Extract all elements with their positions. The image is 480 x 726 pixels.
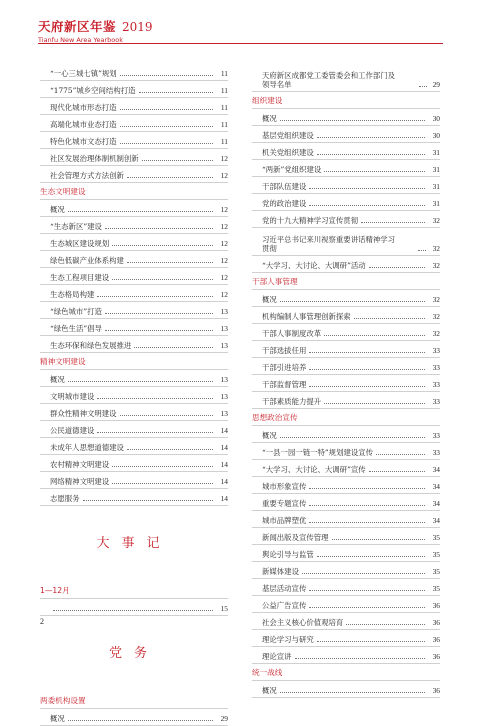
- toc-entry-title: 社会主义核心价值观培育: [262, 618, 344, 627]
- toc-entry-title: 城市品牌塑优: [262, 516, 307, 525]
- toc-entry-title: 新闻出版及宣传管理: [262, 533, 329, 542]
- toc-entry-page: 12: [220, 290, 228, 299]
- toc-entry-page: 32: [432, 312, 440, 321]
- toc-entry-title: 文明城市建设: [50, 392, 95, 401]
- toc-entry-page: 31: [432, 199, 440, 208]
- page-number: 2: [40, 617, 44, 626]
- toc-entry-title: “1775”城乡空间结构打造: [50, 86, 136, 95]
- toc-entry[interactable]: [252, 460, 440, 477]
- dot-leader: [309, 205, 425, 206]
- toc-entry-title: 高端化城市业态打造: [50, 120, 117, 129]
- toc-entry-title: “大学习、大讨论、大调研”活动: [262, 261, 366, 270]
- dot-leader: [346, 624, 425, 625]
- dot-leader: [309, 488, 425, 489]
- dot-leader: [68, 211, 213, 212]
- toc-entry[interactable]: [252, 358, 440, 375]
- toc-entry-page: 13: [220, 307, 228, 316]
- toc-entry-title: 概况: [50, 375, 65, 384]
- dot-leader: [309, 522, 425, 523]
- header-title-row: [38, 16, 443, 35]
- part-heading: 大事记: [96, 536, 172, 551]
- toc-entry[interactable]: [252, 160, 440, 177]
- dot-leader: [309, 188, 425, 189]
- toc-entry[interactable]: [252, 64, 440, 92]
- dot-leader: [317, 641, 425, 642]
- toc-entry[interactable]: [40, 115, 228, 132]
- toc-entry[interactable]: [252, 324, 440, 341]
- toc-right-column: [252, 64, 440, 698]
- dot-leader: [120, 126, 213, 127]
- toc-entry-title: “生态新区”建设: [50, 222, 102, 231]
- toc-entry-title: 干部人事制度改革: [262, 329, 322, 338]
- toc-entry[interactable]: [252, 579, 440, 596]
- toc-entry[interactable]: [40, 336, 228, 353]
- toc-entry-page: 32: [432, 261, 440, 270]
- toc-entry[interactable]: [40, 132, 228, 149]
- dot-leader: [369, 267, 425, 268]
- dot-leader: [120, 415, 213, 416]
- section-heading: 1—12月: [40, 582, 228, 599]
- toc-entry[interactable]: [252, 177, 440, 194]
- header-rule: [38, 43, 443, 44]
- toc-entry[interactable]: [40, 64, 228, 81]
- toc-entry[interactable]: [252, 290, 440, 307]
- dot-leader: [309, 607, 425, 608]
- toc-entry-title: 概况: [262, 295, 277, 304]
- toc-entry[interactable]: [252, 143, 440, 160]
- toc-entry[interactable]: [252, 562, 440, 579]
- toc-entry-page: 13: [220, 409, 228, 418]
- toc-entry-title: 生态环保和绿色发展推进: [50, 341, 132, 350]
- toc-entry-title: 理论学习与研究: [262, 635, 314, 644]
- toc-left-column: [40, 64, 228, 726]
- section-heading: 干部人事管理: [252, 273, 440, 290]
- toc-entry-page: 14: [220, 443, 228, 452]
- toc-entry-page: 12: [220, 205, 228, 214]
- toc-entry-page: 29: [220, 714, 228, 723]
- dot-leader: [280, 301, 425, 302]
- toc-entry[interactable]: [40, 268, 228, 285]
- toc-entry-page: 12: [220, 256, 228, 265]
- toc-entry[interactable]: [40, 217, 228, 234]
- toc-entry-title: 网络精神文明建设: [50, 477, 110, 486]
- dot-leader: [127, 177, 213, 178]
- toc-entry-title: “绿色生活”倡导: [50, 324, 102, 333]
- dot-leader: [127, 449, 213, 450]
- dot-leader: [309, 386, 425, 387]
- section-heading: 统一战线: [252, 664, 440, 681]
- toc-entry-title: 城市形象宣传: [262, 482, 307, 491]
- toc-entry-title: 新媒体建设: [262, 567, 299, 576]
- toc-entry-page: 12: [220, 273, 228, 282]
- toc-entry-title: 舆论引导与监管: [262, 550, 314, 559]
- toc-entry[interactable]: [252, 511, 440, 528]
- toc-entry-page: 12: [220, 222, 228, 231]
- toc-entry-title: 干部引进培养: [262, 363, 307, 372]
- toc-entry-page: 33: [432, 448, 440, 457]
- yearbook-title: 天府新区年鉴: [38, 19, 117, 34]
- toc-entry-page: 11: [220, 86, 228, 95]
- dot-leader: [105, 330, 213, 331]
- toc-entry-title: 天府新区成都党工委管委会和工作部门及领导名单: [262, 71, 396, 89]
- toc-entry-title: 生态工程项目建设: [50, 273, 110, 282]
- dot-leader: [112, 279, 213, 280]
- toc-entry-page: 33: [432, 363, 440, 372]
- toc-entry-page: 11: [220, 103, 228, 112]
- toc-entry-title: 未成年人思想道德建设: [50, 443, 124, 452]
- toc-entry-title: 群众性精神文明建设: [50, 409, 117, 418]
- toc-entry-title: 基层活动宣传: [262, 584, 307, 593]
- toc-entry-page: 33: [432, 346, 440, 355]
- toc-entry-page: 33: [432, 431, 440, 440]
- toc-entry-page: 12: [220, 154, 228, 163]
- toc-entry-title: 生态城区建设规划: [50, 239, 110, 248]
- toc-entry-title: “一心三城七镇”规划: [50, 69, 117, 78]
- dot-leader: [112, 483, 213, 484]
- section-heading: 思想政治宣传: [252, 409, 440, 426]
- spacer: [40, 674, 228, 692]
- toc-entry[interactable]: [252, 375, 440, 392]
- toc-entry-title: 特色化城市文态打造: [50, 137, 117, 146]
- toc-entry-page: 12: [220, 239, 228, 248]
- section-heading: 精神文明建设: [40, 353, 228, 370]
- toc-entry-page: 35: [432, 533, 440, 542]
- toc-entry-title: 生态格局构建: [50, 290, 95, 299]
- toc-entry[interactable]: [40, 599, 228, 616]
- spacer: [40, 506, 228, 524]
- toc-entry-page: 35: [432, 550, 440, 559]
- toc-entry-title: 社会管理方式方法创新: [50, 171, 124, 180]
- toc-entry-title: 干部监督管理: [262, 380, 307, 389]
- toc-entry-page: 11: [220, 137, 228, 146]
- dot-leader: [68, 720, 213, 721]
- toc-entry-page: 30: [432, 114, 440, 123]
- dot-leader: [280, 120, 425, 121]
- dot-leader: [317, 154, 425, 155]
- toc-entry-page: 32: [432, 244, 440, 253]
- yearbook-year: 2019: [122, 20, 153, 34]
- dot-leader: [309, 590, 425, 591]
- toc-entry-page: 36: [432, 618, 440, 627]
- toc-entry[interactable]: [252, 545, 440, 562]
- toc-entry-page: 34: [432, 516, 440, 525]
- toc-entry[interactable]: [40, 709, 228, 726]
- toc-entry[interactable]: [40, 455, 228, 472]
- spacer: [40, 564, 228, 582]
- toc-entry-title: 党的政治建设: [262, 199, 307, 208]
- toc-entry-title: 绿色低碳产业体系构建: [50, 256, 124, 265]
- toc-entry[interactable]: [252, 477, 440, 494]
- toc-entry-title: 概况: [262, 686, 277, 695]
- toc-entry-page: 15: [220, 604, 228, 613]
- section-heading: 两委机构设置: [40, 692, 228, 709]
- toc-entry[interactable]: [252, 596, 440, 613]
- toc-entry-title: 农村精神文明建设: [50, 460, 110, 469]
- toc-entry[interactable]: [252, 341, 440, 358]
- toc-entry-page: 13: [220, 324, 228, 333]
- dot-leader: [120, 143, 213, 144]
- toc-entry[interactable]: [252, 211, 440, 228]
- dot-leader: [97, 432, 213, 433]
- dot-leader: [324, 335, 425, 336]
- dot-leader: [324, 171, 425, 172]
- toc-entry-title: 理论宣讲: [262, 652, 292, 661]
- toc-entry-page: 13: [220, 375, 228, 384]
- dot-leader: [295, 658, 425, 659]
- toc-entry-title: 重要专题宣传: [262, 499, 307, 508]
- toc-entry[interactable]: [40, 319, 228, 336]
- toc-entry[interactable]: [252, 443, 440, 460]
- toc-entry-page: 34: [432, 465, 440, 474]
- toc-entry-title: 干部队伍建设: [262, 182, 307, 191]
- dot-leader: [324, 403, 425, 404]
- toc-entry[interactable]: [40, 421, 228, 438]
- toc-entry-page: 14: [220, 426, 228, 435]
- dot-leader: [120, 75, 213, 76]
- dot-leader: [68, 381, 213, 382]
- toc-entry[interactable]: [40, 489, 228, 506]
- toc-entry-page: 35: [432, 584, 440, 593]
- toc-entry-title: 机构编制人事管理创新探索: [262, 312, 351, 321]
- toc-entry-page: 36: [432, 652, 440, 661]
- toc-entry-title: “一县一园一链一特”规划建设宣传: [262, 448, 374, 457]
- toc-entry[interactable]: [252, 126, 440, 143]
- toc-entry-page: 29: [432, 80, 440, 89]
- toc-entry-title: 公益广告宣传: [262, 601, 307, 610]
- toc-entry-page: 14: [220, 477, 228, 486]
- toc-entry[interactable]: [252, 647, 440, 664]
- toc-entry[interactable]: [40, 234, 228, 251]
- toc-entry-page: 13: [220, 392, 228, 401]
- dot-leader: [419, 86, 427, 87]
- toc-entry-title: 志愿服务: [50, 494, 80, 503]
- toc-entry-title: “大学习、大讨论、大调研”宣传: [262, 465, 366, 474]
- dot-leader: [120, 109, 213, 110]
- dot-leader: [127, 262, 213, 263]
- toc-entry-title: 概况: [262, 114, 277, 123]
- dot-leader: [139, 92, 214, 93]
- toc-entry-page: 36: [432, 635, 440, 644]
- dot-leader: [309, 369, 425, 370]
- toc-entry-page: 31: [432, 148, 440, 157]
- toc-entry[interactable]: [252, 392, 440, 409]
- toc-entry-title: 干部选拔任用: [262, 346, 307, 355]
- dot-leader: [354, 318, 425, 319]
- toc-entry-page: 33: [432, 397, 440, 406]
- dot-leader: [134, 347, 213, 348]
- dot-leader: [112, 466, 213, 467]
- dot-leader: [309, 352, 425, 353]
- toc-entry-page: 11: [220, 120, 228, 129]
- toc-entry-title: “两新”党组织建设: [262, 165, 322, 174]
- toc-entry-page: 31: [432, 165, 440, 174]
- toc-entry[interactable]: [40, 166, 228, 183]
- dot-leader: [105, 313, 213, 314]
- toc-entry[interactable]: [252, 613, 440, 630]
- toc-entry-page: 36: [432, 686, 440, 695]
- toc-entry-page: 13: [220, 341, 228, 350]
- toc-entry[interactable]: [252, 494, 440, 511]
- toc-entry[interactable]: [252, 681, 440, 698]
- toc-entry[interactable]: [252, 426, 440, 443]
- dot-leader: [317, 137, 425, 138]
- dot-leader: [280, 437, 425, 438]
- dot-leader: [361, 222, 425, 223]
- toc-entry-page: 36: [432, 601, 440, 610]
- toc-entry[interactable]: [40, 98, 228, 115]
- toc-entry-title: 概况: [50, 205, 65, 214]
- toc-entry[interactable]: [40, 404, 228, 421]
- dot-leader: [332, 539, 425, 540]
- toc-entry-title: “绿色城市”打造: [50, 307, 102, 316]
- toc-entry-page: 14: [220, 494, 228, 503]
- dot-leader: [97, 296, 213, 297]
- toc-entry-title: 习近平总书记来川视察重要讲话精神学习贯彻: [262, 235, 396, 253]
- dot-leader: [97, 398, 213, 399]
- toc-entry-page: 30: [432, 131, 440, 140]
- toc-entry[interactable]: [40, 251, 228, 268]
- toc-entry-page: 31: [432, 182, 440, 191]
- toc-entry[interactable]: [40, 472, 228, 489]
- part-heading: 党务: [108, 646, 159, 661]
- toc-entry-page: 33: [432, 380, 440, 389]
- toc-entry-page: 34: [432, 482, 440, 491]
- dot-leader: [53, 610, 213, 611]
- toc-entry-title: 概况: [50, 714, 65, 723]
- section-heading: 生态文明建设: [40, 183, 228, 200]
- toc-entry-title: 概况: [262, 431, 277, 440]
- toc-entry-page: 14: [220, 460, 228, 469]
- toc-entry[interactable]: [40, 285, 228, 302]
- dot-leader: [112, 245, 213, 246]
- toc-entry[interactable]: [252, 109, 440, 126]
- toc-entry[interactable]: [252, 630, 440, 647]
- dot-leader: [418, 250, 426, 251]
- toc-entry-title: 机关党组织建设: [262, 148, 314, 157]
- toc-entry-page: 35: [432, 567, 440, 576]
- dot-leader: [83, 500, 213, 501]
- yearbook-subtitle: Tianfu New Area Yearbook: [38, 36, 124, 44]
- toc-entry[interactable]: [40, 81, 228, 98]
- dot-leader: [369, 471, 425, 472]
- dot-leader: [142, 160, 213, 161]
- toc-entry-page: 32: [432, 295, 440, 304]
- section-heading: 组织建设: [252, 92, 440, 109]
- dot-leader: [309, 505, 425, 506]
- spacer: [40, 616, 228, 634]
- dot-leader: [376, 454, 425, 455]
- dot-leader: [317, 556, 425, 557]
- toc-entry-title: 干部素质能力提升: [262, 397, 322, 406]
- dot-leader: [302, 573, 425, 574]
- toc-entry[interactable]: [40, 200, 228, 217]
- toc-entry-title: 社区发展治理体制机制创新: [50, 154, 139, 163]
- toc-entry-title: 党的十九大精神学习宣传贯彻: [262, 216, 359, 225]
- toc-entry[interactable]: [40, 302, 228, 319]
- dot-leader: [280, 692, 425, 693]
- toc-entry-title: 基层党组织建设: [262, 131, 314, 140]
- toc-entry-page: 32: [432, 329, 440, 338]
- toc-entry[interactable]: [252, 256, 440, 273]
- toc-entry[interactable]: [40, 387, 228, 404]
- toc-entry-title: 公民道德建设: [50, 426, 95, 435]
- toc-entry-page: 11: [220, 69, 228, 78]
- page-header: [38, 16, 443, 44]
- toc-entry-page: 34: [432, 499, 440, 508]
- dot-leader: [105, 228, 213, 229]
- toc-entry-page: 32: [432, 216, 440, 225]
- toc-entry[interactable]: [252, 528, 440, 545]
- toc-entry[interactable]: [40, 438, 228, 455]
- toc-entry[interactable]: [40, 149, 228, 166]
- toc-entry[interactable]: [252, 228, 440, 256]
- toc-entry[interactable]: [40, 370, 228, 387]
- toc-entry[interactable]: [252, 194, 440, 211]
- toc-entry[interactable]: [252, 307, 440, 324]
- toc-entry-title: 现代化城市形态打造: [50, 103, 117, 112]
- toc-entry-page: 12: [220, 171, 228, 180]
